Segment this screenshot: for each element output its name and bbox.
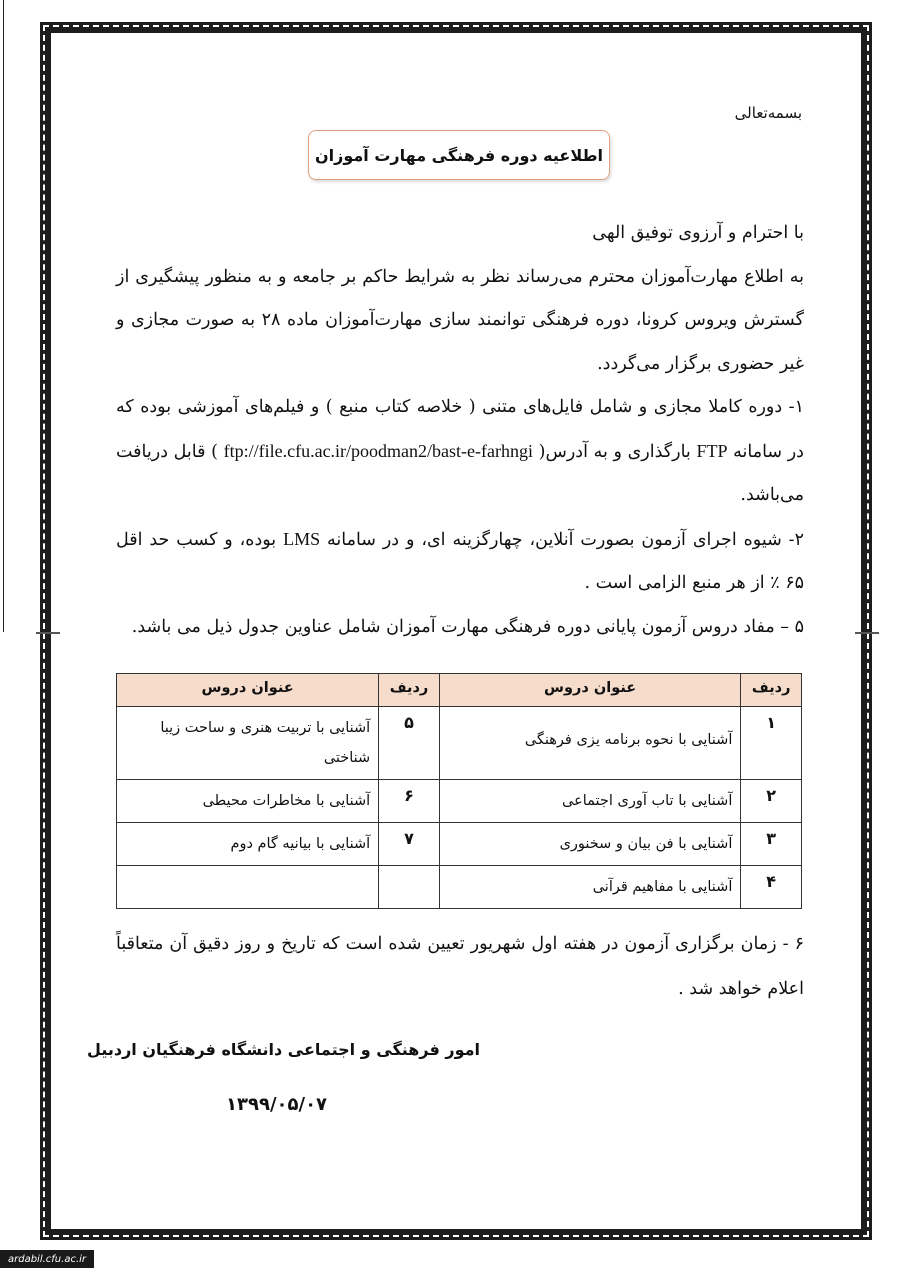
header-course-title: عنوان دروس: [439, 674, 741, 707]
row-number: [379, 866, 440, 909]
course-title: آشنایی با بیانیه گام دوم: [117, 823, 379, 866]
announcement-title-box: [308, 130, 610, 180]
item-1-text-b: بارگذاری و به آدرس(: [538, 441, 691, 462]
greeting-line: با احترام و آرزوی توفیق الهی: [592, 223, 804, 243]
course-title: آشنایی با تاب آوری اجتماعی: [439, 780, 741, 823]
item-2-lms: LMS: [283, 528, 321, 549]
announcement-date: ۱۳۹۹/۰۵/۰۷: [226, 1094, 328, 1115]
table-row: [117, 707, 802, 780]
header-row-number: ردیف: [379, 674, 440, 707]
border-ornament-left: [36, 632, 60, 634]
row-number: ۵: [379, 707, 440, 780]
row-number: ۱: [741, 707, 802, 780]
row-number: ۴: [741, 866, 802, 909]
item-1-text-a: ۱- دوره کاملا مجازی و شامل فایل‌های متنی ( خلاصه کتاب منبع ) و فیلم‌های آموزشی بوده که در سامانه: [116, 397, 804, 462]
row-number: ۲: [741, 780, 802, 823]
courses-table: [116, 673, 802, 909]
table-row: [117, 780, 802, 823]
item-1-paragraph: [116, 386, 804, 518]
item-1-text-c: ) قابل دریافت می‌باشد.: [116, 441, 804, 505]
intro-paragraph: به اطلاع مهارت‌آموزان محترم می‌رساند نظر به شرایط حاکم بر جامعه و به منظور پیشگیری از گسترش ویروس کرونا، دوره فرهنگی توانمند سازی مهارت‌آموزان ماده ۲۸ به صورت مجازی و غیر حضوری برگزار می‌گردد.: [116, 266, 804, 374]
header-row-number: ردیف: [741, 674, 802, 707]
course-title: [117, 866, 379, 909]
item-5-paragraph: ۵ – مفاد دروس آزمون پایانی دوره فرهنگی مهارت آموزان شامل عناوین جدول ذیل می باشد.: [131, 616, 804, 637]
course-title: آشنایی با فن بیان و سخنوری: [439, 823, 741, 866]
row-number: ۳: [741, 823, 802, 866]
row-number: ۶: [379, 780, 440, 823]
course-title: آشنایی با مخاطرات محیطی: [117, 780, 379, 823]
item-6-paragraph: ۶ - زمان برگزاری آزمون در هفته اول شهریور تعیین شده است که تاریخ و روز دقیق آن متعاقباً اعلام خواهد شد .: [116, 934, 804, 999]
item-1-ftp: FTP: [696, 440, 728, 461]
course-title: آشنایی با نحوه برنامه یزی فرهنگی: [439, 707, 741, 780]
border-ornament-right: [855, 632, 879, 634]
site-watermark: ardabil.cfu.ac.ir: [0, 1250, 94, 1268]
item-1-url-link[interactable]: ftp://file.cfu.ac.ir/poodman2/bast-e-farhngi: [223, 440, 533, 461]
item-2-text-a: ۲- شیوه اجرای آزمون بصورت آنلاین، چهارگزینه ای، و در سامانه: [327, 529, 804, 550]
left-margin-line: [3, 0, 4, 632]
table-row: [117, 823, 802, 866]
announcement-title: اطلاعیه دوره فرهنگی مهارت آموزان: [314, 145, 604, 165]
announcement-body: [116, 212, 804, 649]
item-2-paragraph: [116, 518, 804, 606]
course-title: آشنایی با مفاهیم قرآنی: [439, 866, 741, 909]
course-title: آشنایی با تربیت هنری و ساحت زیبا شناختی: [117, 707, 379, 780]
item-2-text-b: بوده، و کسب حد اقل ۶۵ ٪ از هر منبع الزامی است .: [116, 529, 804, 593]
signer-name: امور فرهنگی و اجتماعی دانشگاه فرهنگیان اردبیل: [87, 1040, 480, 1059]
table-header-row: [117, 674, 802, 707]
invocation-text: بسمه‌تعالی: [734, 104, 802, 122]
table-row: [117, 866, 802, 909]
row-number: ۷: [379, 823, 440, 866]
header-course-title: عنوان دروس: [117, 674, 379, 707]
